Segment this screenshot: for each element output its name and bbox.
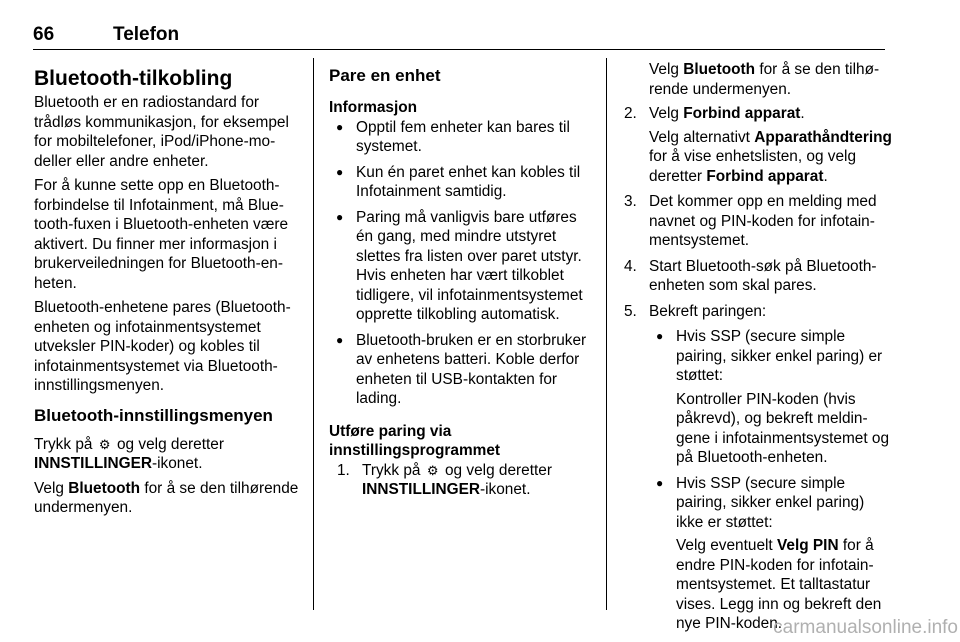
header-rule: [33, 49, 885, 50]
step-5-options: [649, 327, 892, 634]
section-title-pair-device: Pare en enhet: [329, 66, 441, 85]
settings-icon: ⚙: [98, 436, 111, 452]
step-1: 1. Trykk på ⚙ og velg deretter INNSTILLINGER-ikonet.: [337, 461, 552, 498]
paragraph-select-bluetooth: Velg Bluetooth for å se den tilhørende undermenyen.: [34, 479, 299, 516]
step-5: 5. Bekreft paringen: ● Hvis SSP (secure simple pairing, sikker enkel paring) er støttet: Kontroller PIN-koden (hvis påkrevd), og bekreft meldingene i infotainmentsystemet og på Bluetooth-enheten. ● Hvis SSP (secure simple pairing, sikker enkel paring) ikke er støttet: Velg eventuelt Velg PIN for å endre PIN-koden for infotainmentsystemet. Et talltastatur vises. Legg inn og bekreft den nye PIN-koden.: [624, 302, 892, 634]
step-1-continued: Velg Bluetooth for å se den tilhørende undermenyen.: [649, 61, 880, 98]
list-item: ● Hvis SSP (secure simple pairing, sikker enkel paring) er støttet: Kontroller PIN-koden (hvis påkrevd), og bekreft meldingene i infotainmentsystemet og på Bluetooth-enheten.: [649, 327, 892, 468]
page-number: 66: [33, 24, 55, 45]
list-item: ● Hvis SSP (secure simple pairing, sikker enkel paring) ikke er støttet: Velg eventuelt Velg PIN for å endre PIN-koden for infotainmentsystemet. Et talltastatur vises. Legg inn og bekreft den nye PIN-koden.: [649, 474, 892, 634]
column-1: [34, 60, 300, 523]
paragraph-intro: Bluetooth er en radiostandard for trådløs kommunikasjon, for eksempel for mobiltelefoner, iPod/iPhone-modeller eller andre enheter.: [34, 94, 289, 170]
settings-icon: ⚙: [426, 462, 439, 478]
list-item: ● Kun én paret enhet kan kobles til Infotainment samtidig.: [329, 163, 595, 202]
watermark: carmanualsonline.info: [773, 617, 958, 638]
step-4: 4. Start Bluetooth-søk på Bluetooth-enheten som skal pares.: [624, 257, 877, 294]
column-divider-1: [313, 58, 314, 610]
step-2: 2. Velg Forbind apparat. Velg alternativt Apparathåndtering for å vise enhetslisten, og velg deretter Forbind apparat.: [624, 105, 892, 185]
info-heading: Informasjon: [329, 99, 418, 116]
step-3: 3. Det kommer opp en melding med navnet og PIN-koden for infotainmentsystemet.: [624, 193, 877, 249]
section-title-bluetooth-connection: Bluetooth-tilkobling: [34, 67, 233, 90]
procedure-steps: [329, 461, 595, 500]
step-2-note: Velg alternativt Apparathåndtering for å vise enhetslisten, og velg deretter Forbind apparat.: [649, 128, 892, 185]
paragraph-setup: For å kunne sette opp en Bluetooth-forbindelse til Infotainment, må Bluetooth-fuxen i Bluetooth-enheten være aktivert. Du finner mer informasjon i brukerveiledningen for Bluetooth-enheten.: [34, 177, 289, 292]
page-header: [33, 19, 893, 49]
procedure-heading: Utføre paring via innstillingsprogrammet: [329, 422, 501, 459]
column-3: [624, 60, 892, 640]
paragraph-press-home: Trykk på ⚙ og velg deretter INNSTILLINGER-ikonet.: [34, 435, 224, 472]
list-item: ● Paring må vanligvis bare utføres én gang, med mindre utstyret slettes fra listen over paret utstyr. Hvis enheten har vært tilkoblet tidligere, vil infotainmentsystemet opprette tilkobling automatisk.: [329, 208, 595, 325]
chapter-title: Telefon: [113, 24, 180, 45]
paragraph-pairing: Bluetooth-enhetene pares (Bluetooth-enheten og infotainmentsystemet utveksler PIN-koder) og kobles til infotainmentsystemet via Bluetooth-innstillingsmenyen.: [34, 299, 291, 394]
procedure-steps-continued: [624, 104, 892, 634]
list-item: ● Bluetooth-bruken er en storbruker av enhetens batteri. Koble derfor enheten til USB-kontakten for lading.: [329, 331, 595, 409]
column-divider-2: [606, 58, 607, 610]
info-bullet-list: [329, 118, 595, 409]
column-2: [329, 60, 595, 506]
list-item: ● Opptil fem enheter kan bares til systemet.: [329, 118, 595, 157]
subsection-title-settings-menu: Bluetooth-innstillingsmenyen: [34, 405, 273, 425]
